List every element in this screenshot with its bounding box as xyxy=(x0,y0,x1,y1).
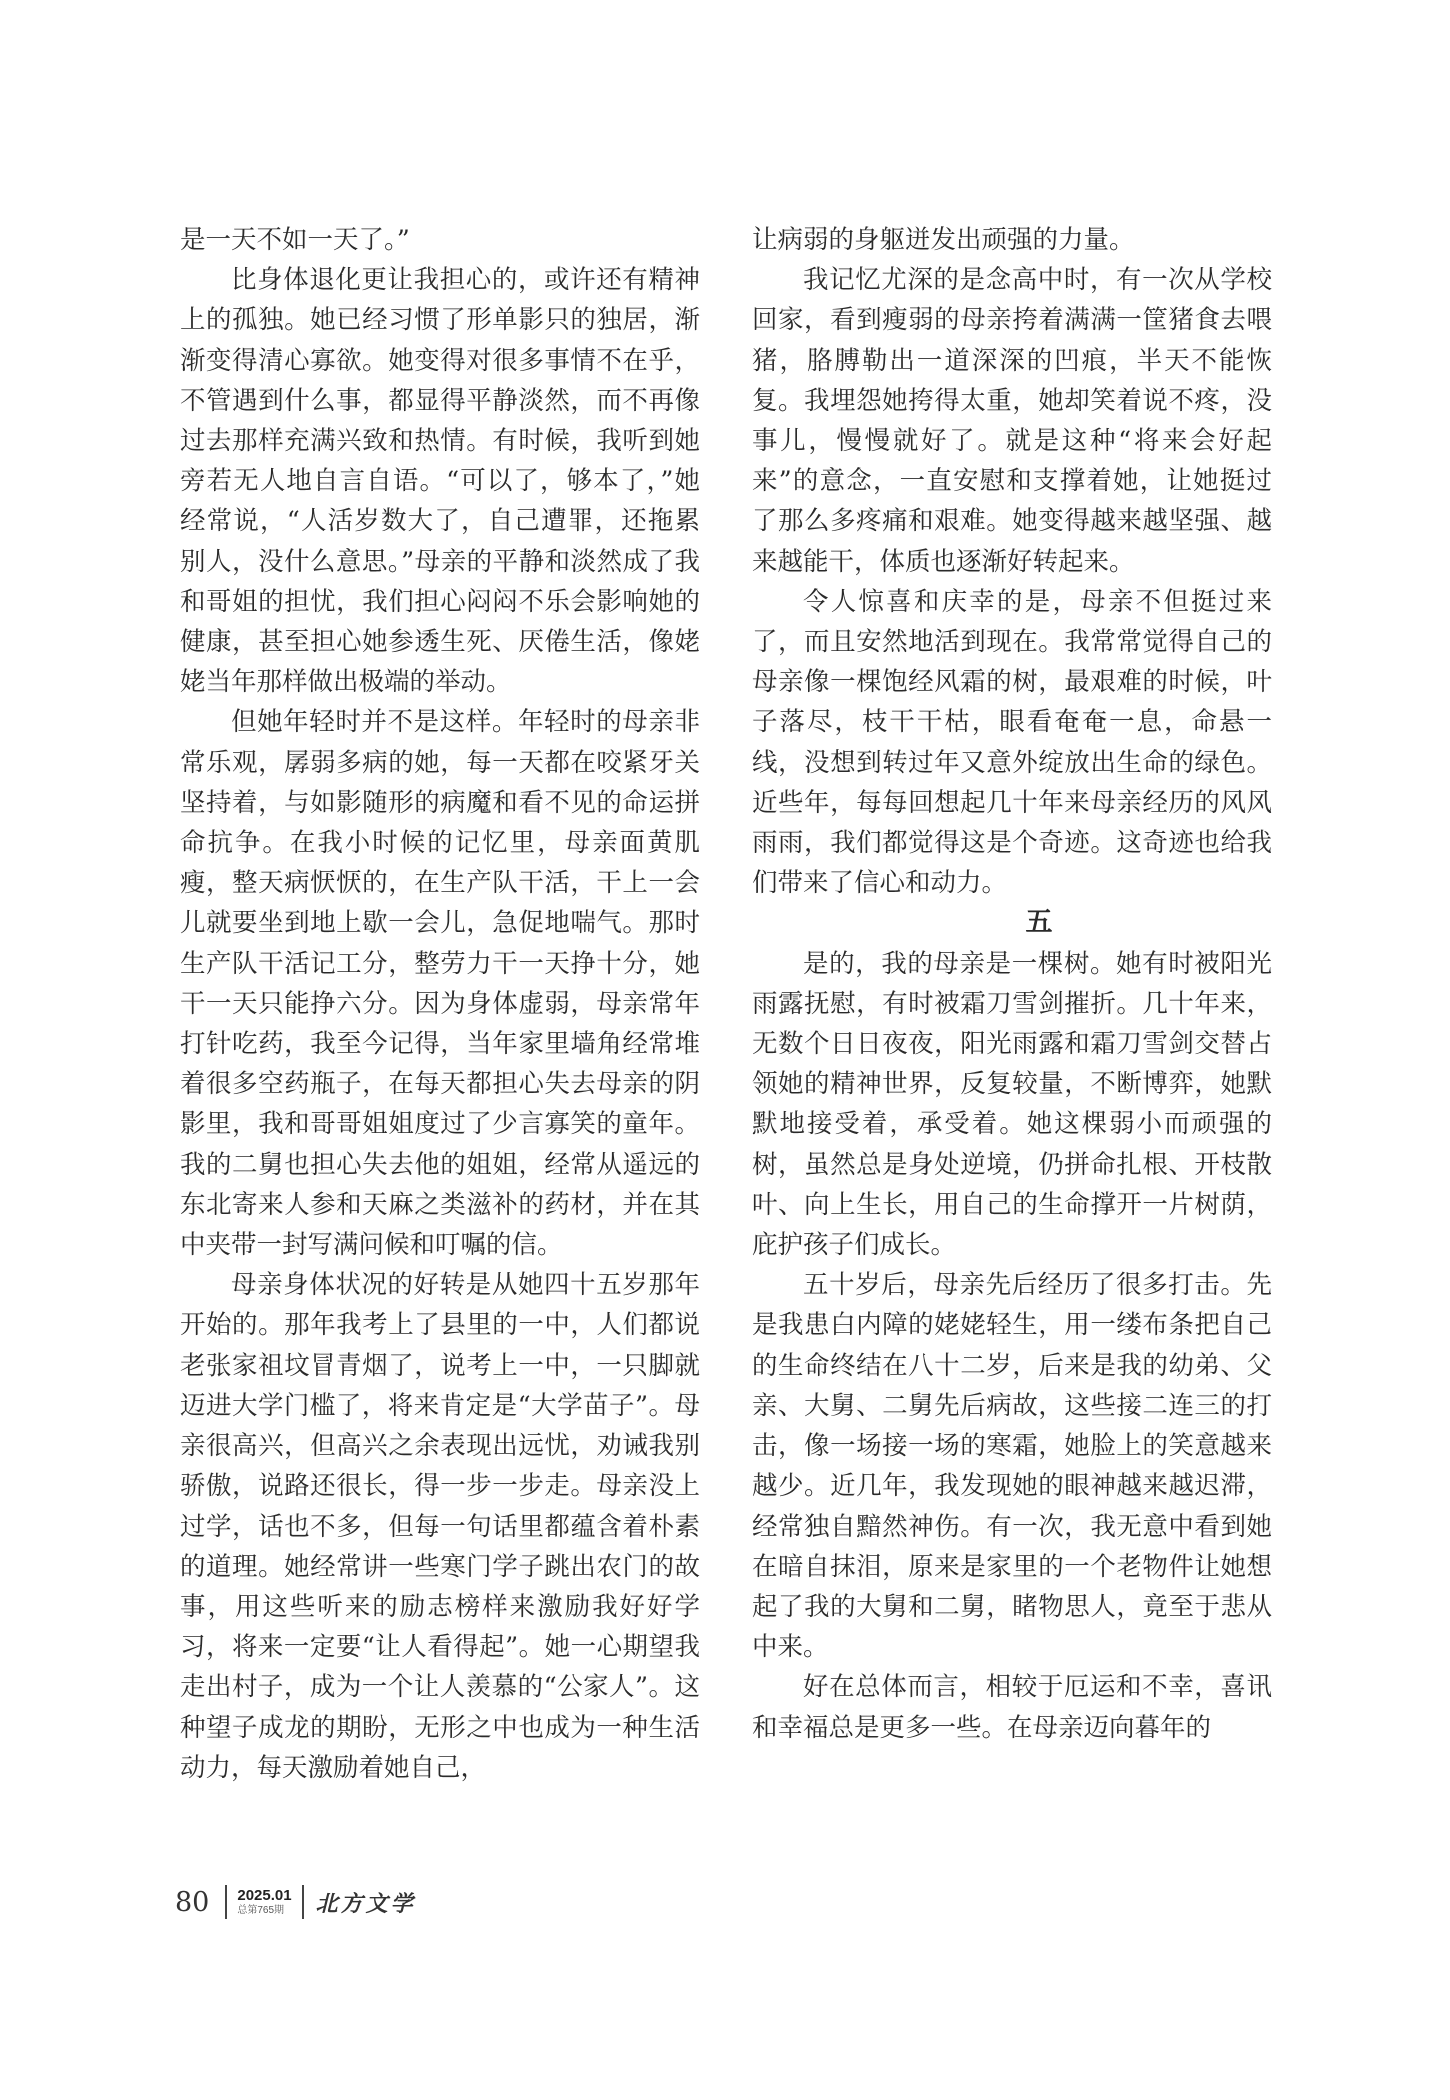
footer-divider xyxy=(302,1885,304,1919)
left-text-column xyxy=(180,220,700,1788)
issue-date: 2025.01 xyxy=(237,1887,292,1904)
paragraph: 我记忆尤深的是念高中时，有一次从学校回家，看到瘦弱的母亲挎着满满一筐猪食去喂猪，胳膊勒出一道深深的凹痕，半天不能恢复。我埋怨她挎得太重，她却笑着说不疼，没事儿，慢慢就好了。就是这种“将来会好起来”的意念，一直安慰和支撑着她，让她挺过了那么多疼痛和艰难。她变得越来越坚强、越来越能干，体质也逐渐好转起来。 xyxy=(752,265,1272,577)
issue-info xyxy=(237,1888,291,1916)
paragraph: 令人惊喜和庆幸的是，母亲不但挺过来了，而且安然地活到现在。我常常觉得自己的母亲像一棵饱经风霜的树，最艰难的时候，叶子落尽，枝干干枯，眼看奄奄一息，命悬一线，没想到转过年又意外绽放出生命的绿色。近些年，每每回想起几十年来母亲经历的风风雨雨，我们都觉得这是个奇迹。这奇迹也给我们带来了信心和动力。 xyxy=(752,586,1272,899)
total-issue-number: 总第765期 xyxy=(237,1905,285,1916)
paragraph: 但她年轻时并不是这样。年轻时的母亲非常乐观，孱弱多病的她，每一天都在咬紧牙关坚持着，与如影随形的病魔和看不见的命运拼命抗争。在我小时候的记忆里，母亲面黄肌瘦，整天病恹恹的，在生产队干活，干上一会儿就要坐到地上歇一会儿，急促地喘气。那时生产队干活记工分，整劳力干一天挣十分，她干一天只能挣六分。因为身体虚弱，母亲常年打针吃药，我至今记得，当年家里墙角经常堆着很多空药瓶子，在每天都担心失去母亲的阴影里，我和哥哥姐姐度过了少言寡笑的童年。我的二舅也担心失去他的姐姐，经常从遥远的东北寄来人参和天麻之类滋补的药材，并在其中夹带一封写满问候和叮嘱的信。 xyxy=(180,707,700,1261)
footer-divider xyxy=(225,1885,227,1919)
paragraph: 母亲身体状况的好转是从她四十五岁那年开始的。那年我考上了县里的一中，人们都说老张家祖坟冒青烟了，说考上一中，一只脚就迈进大学门槛了，将来肯定是“大学苗子”。母亲很高兴，但高兴之余表现出远忧，劝诫我别骄傲，说路还很长，得一步一步走。母亲没上过学，话也不多，但每一句话里都蕴含着朴素的道理。她经常讲一些寒门学子跳出农门的故事，用这些听来的励志榜样来激励我好好学习，将来一定要“让人看得起”。她一心期望我走出村子，成为一个让人羡慕的“公家人”。这种望子成龙的期盼，无形之中也成为一种生活动力，每天激励着她自己， xyxy=(180,1270,700,1783)
magazine-logo: 北方文学 xyxy=(315,1890,416,1917)
section-heading: 五 xyxy=(1025,907,1053,939)
paragraph: 是的，我的母亲是一棵树。她有时被阳光雨露抚慰，有时被霜刀雪剑摧折。几十年来，无数个日日夜夜，阳光雨露和霜刀雪剑交替占领她的精神世界，反复较量，不断博弈，她默默地接受着，承受着。她这棵弱小而顽强的树，虽然总是身处逆境，仍拼命扎根、开枝散叶、向上生长，用自己的生命撑开一片树荫，庇护孩子们成长。 xyxy=(752,948,1272,1261)
right-text-column xyxy=(752,220,1272,1748)
paragraph: 比身体退化更让我担心的，或许还有精神上的孤独。她已经习惯了形单影只的独居，渐渐变得清心寡欲。她变得对很多事情不在乎，不管遇到什么事，都显得平静淡然，而不再像过去那样充满兴致和热情。有时候，我听到她旁若无人地自言自语。“可以了，够本了，”她经常说，“人活岁数大了，自己遭罪，还拖累别人，没什么意思。”母亲的平静和淡然成了我和哥姐的担忧，我们担心闷闷不乐会影响她的健康，甚至担心她参透生死、厌倦生活，像姥姥当年那样做出极端的举动。 xyxy=(180,265,700,698)
paragraph: 好在总体而言，相较于厄运和不幸，喜讯和幸福总是更多一些。在母亲迈向暮年的 xyxy=(752,1672,1272,1743)
page-number: 80 xyxy=(175,1886,210,1918)
paragraph: 让病弱的身躯迸发出顽强的力量。 xyxy=(752,225,1135,255)
paragraph: 五十岁后，母亲先后经历了很多打击。先是我患白内障的姥姥轻生，用一缕布条把自己的生命终结在八十二岁，后来是我的幼弟、父亲、大舅、二舅先后病故，这些接二连三的打击，像一场接一场的寒霜，她脸上的笑意越来越少。近几年，我发现她的眼神越来越迟滞，经常独自黯然神伤。有一次，我无意中看到她在暗自抹泪，原来是家里的一个老物件让她想起了我的大舅和二舅，睹物思人，竟至于悲从中来。 xyxy=(752,1270,1272,1663)
paragraph: 是一天不如一天了。” xyxy=(180,225,410,255)
page-footer xyxy=(175,1882,416,1922)
